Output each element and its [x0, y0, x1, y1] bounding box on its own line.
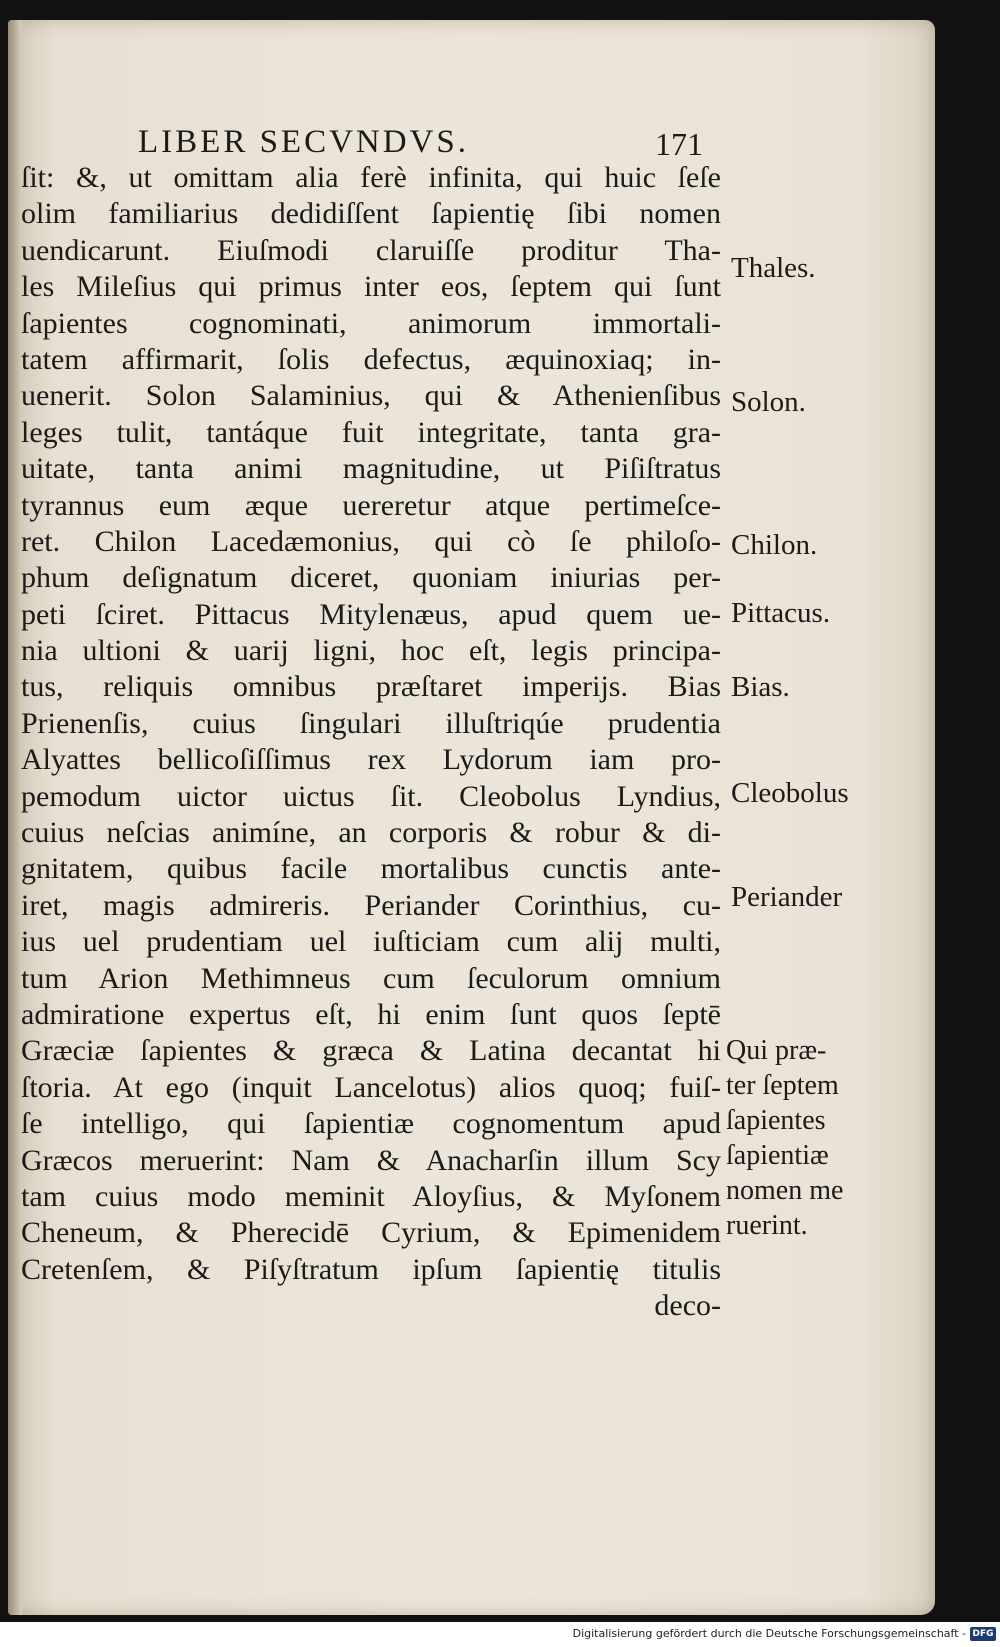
text-line: uitate, tanta animi magnitudine, ut Piſiſtratus — [21, 452, 721, 486]
text-line: pemodum uictor uictus ſit. Cleobolus Lyndius, — [21, 779, 721, 813]
text-line: admiratione expertus eſt, hi enim ſunt quos ſeptē — [21, 997, 721, 1031]
marginal-note-chilon: Chilon. — [731, 529, 818, 561]
marginal-note-pittacus: Pittacus. — [731, 597, 831, 629]
text-line: nia ultioni & uarij ligni, hoc eſt, legis principa- — [21, 634, 721, 668]
text-line: gnitatem, quibus facile mortalibus cunctis ante- — [21, 852, 721, 886]
marginal-note-periander: Periander — [731, 881, 843, 913]
marginal-note-thales: Thales. — [731, 252, 816, 284]
text-line: Græciæ ſapientes & græca & Latina decantat hi — [21, 1034, 721, 1068]
text-line: tam cuius modo meminit Aloyſius, & Myſonem — [21, 1179, 721, 1213]
catchword: deco- — [654, 1289, 721, 1323]
text-line: Cheneum, & Pherecidē Cyrium, & Epimenidem — [21, 1216, 721, 1250]
text-line: Cretenſem, & Piſyſtratum ipſum ſapientię titulis — [21, 1252, 721, 1286]
text-line: phum deſignatum diceret, quoniam iniurias per- — [21, 561, 721, 595]
text-line: ius uel prudentiam uel iuſticiam cum alij multi, — [21, 925, 721, 959]
text-line: Alyattes bellicoſiſſimus rex Lydorum iam pro- — [21, 743, 721, 777]
text-line: les Mileſius qui primus inter eos, ſeptem qui ſunt — [21, 270, 721, 304]
body-text — [21, 160, 721, 1325]
marginal-note-other-sages: Qui præ- ter ſeptem ſapientes ſapientiæ nomen me ruerint. — [726, 1035, 844, 1241]
text-line: leges tulit, tantáque fuit integritate, tanta gra- — [21, 415, 721, 449]
text-line: Græcos meruerint: Nam & Anacharſin illum Scy — [21, 1143, 721, 1177]
text-line: Prienenſis, cuius ſingulari illuſtriqúe prudentia — [21, 706, 721, 740]
text-line: olim familiarius dedidiſſent ſapientię ſibi nomen — [21, 197, 721, 231]
marginal-note-cleobolus: Cleobolus — [731, 777, 849, 809]
text-line: ſe intelligo, qui ſapientiæ cognomentum apud — [21, 1107, 721, 1141]
marginal-note-solon: Solon. — [731, 386, 806, 418]
text-line: iret, magis admireris. Periander Corinthius, cu- — [21, 888, 721, 922]
text-line: tum Arion Methimneus cum ſeculorum omnium — [21, 961, 721, 995]
text-line: cuius neſcias animíne, an corporis & robur & di- — [21, 816, 721, 850]
text-line: ſtoria. At ego (inquit Lancelotus) alios quoq; fuiſ- — [21, 1070, 721, 1104]
text-line: ſit: &, ut omittam alia ferè infinita, qui huic ſeſe — [21, 161, 721, 194]
running-title: LIBER SECVNDVS. — [138, 124, 470, 160]
marginal-notes — [726, 20, 901, 1520]
funding-credit: Digitalisierung gefördert durch die Deutsche Forschungsgemeinschaft - — [572, 1627, 966, 1640]
text-line: tyrannus eum æque uereretur atque pertimeſce- — [21, 488, 721, 522]
running-head — [133, 120, 703, 162]
book-page — [8, 20, 935, 1615]
text-line: peti ſciret. Pittacus Mitylenæus, apud quem ue- — [21, 597, 721, 631]
text-line: uenerit. Solon Salaminius, qui & Athenienſibus — [21, 379, 721, 413]
text-line: uendicarunt. Eiuſmodi claruiſſe proditur Tha- — [21, 233, 721, 267]
dfg-logo-icon: DFG — [970, 1627, 996, 1641]
text-line: ſapientes cognominati, animorum immortali- — [21, 306, 721, 340]
footer-bar — [0, 1622, 1000, 1647]
text-line: tus, reliquis omnibus præſtaret imperijs. Bias — [21, 670, 721, 704]
page-gutter — [8, 20, 22, 1615]
page-number: 171 — [655, 126, 703, 162]
text-line: tatem affirmarit, ſolis defectus, æquinoxiaq; in- — [21, 342, 721, 376]
marginal-note-bias: Bias. — [731, 671, 790, 703]
text-line: ret. Chilon Lacedæmonius, qui cò ſe philoſo- — [21, 524, 721, 558]
